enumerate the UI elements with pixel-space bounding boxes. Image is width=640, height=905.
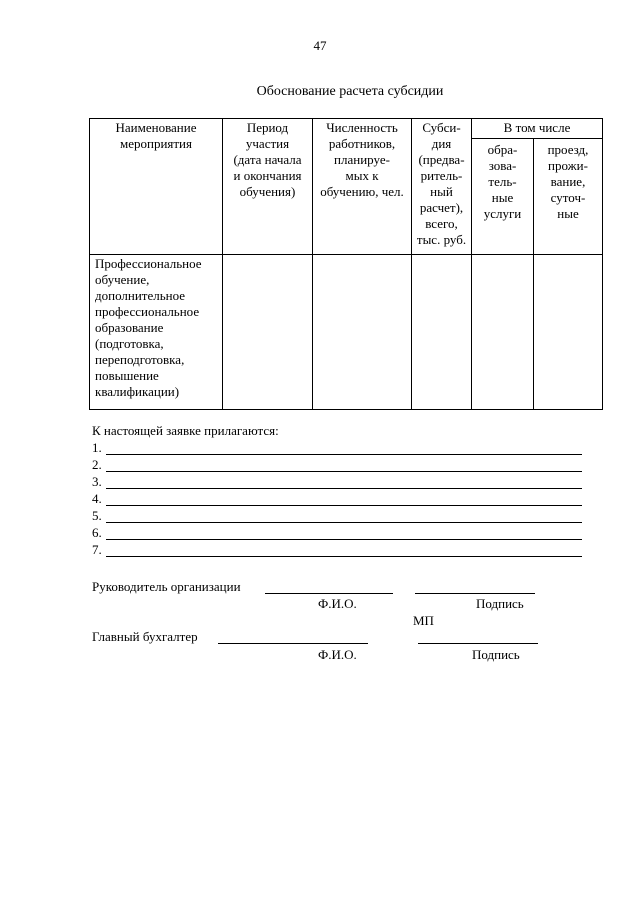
cell-travel-accommodation[interactable] <box>534 255 603 410</box>
accountant-signature-caption: Подпись <box>472 647 520 662</box>
cell-line: дополнительное <box>95 288 186 303</box>
cell-subsidy[interactable] <box>412 255 472 410</box>
cell-line: Профессиональное <box>95 256 202 271</box>
accountant-fio-line[interactable] <box>218 643 368 644</box>
subsidy-table <box>89 118 603 410</box>
cell-line: планируе- <box>334 152 390 167</box>
cell-line: зова- <box>488 158 517 173</box>
list-item[interactable] <box>92 542 582 558</box>
table-header-row <box>90 119 603 139</box>
cell-line: проезд, <box>547 142 589 157</box>
cell-line: ные <box>491 190 514 205</box>
cell-line: суточ- <box>550 190 586 205</box>
cell-line: обучению, чел. <box>320 184 404 199</box>
list-item-number: 1. <box>92 440 102 455</box>
cell-line: услуги <box>483 206 522 221</box>
cell-headcount[interactable] <box>313 255 412 410</box>
cell-line: ный <box>430 184 453 199</box>
header-subsidy <box>412 119 472 255</box>
list-item-number: 5. <box>92 508 102 523</box>
cell-line: Период <box>246 120 289 135</box>
cell-line: дия <box>431 136 452 151</box>
table-row <box>90 255 603 410</box>
cell-line: Численность <box>326 120 398 135</box>
list-item-number: 7. <box>92 542 102 557</box>
cell-line: профессиональное <box>95 304 200 319</box>
cell-line: (предва- <box>418 152 465 167</box>
list-item[interactable] <box>92 474 582 490</box>
cell-line: ритель- <box>420 168 463 183</box>
header-educational-services <box>472 139 534 255</box>
head-signature-line[interactable] <box>415 593 535 594</box>
head-label: Руководитель организации <box>92 579 241 594</box>
cell-line: прожи- <box>548 158 588 173</box>
header-travel-accommodation <box>534 139 603 255</box>
cell-line: обучения) <box>239 184 296 199</box>
cell-line: участия <box>245 136 290 151</box>
list-item-blank-line[interactable] <box>106 488 582 489</box>
cell-line: и окончания <box>233 168 302 183</box>
head-signature-caption: Подпись <box>476 596 524 611</box>
list-item-number: 3. <box>92 474 102 489</box>
list-item-blank-line[interactable] <box>106 556 582 557</box>
list-item-number: 6. <box>92 525 102 540</box>
attachments-title: К настоящей заявке прилагаются: <box>92 423 279 438</box>
list-item-number: 2. <box>92 457 102 472</box>
cell-line: тыс. руб. <box>416 232 467 247</box>
header-headcount <box>313 119 412 255</box>
accountant-fio-caption: Ф.И.О. <box>318 647 357 662</box>
head-fio-line[interactable] <box>265 593 393 594</box>
list-item-blank-line[interactable] <box>106 505 582 506</box>
cell-line: Субси- <box>422 120 461 135</box>
list-item[interactable] <box>92 525 582 541</box>
cell-event-name <box>90 255 223 410</box>
list-item-blank-line[interactable] <box>106 454 582 455</box>
list-item[interactable] <box>92 440 582 456</box>
head-fio-caption: Ф.И.О. <box>318 596 357 611</box>
cell-line: тель- <box>488 174 517 189</box>
cell-line: (подготовка, <box>95 336 164 351</box>
cell-line: расчет), <box>419 200 464 215</box>
cell-line: образование <box>95 320 164 335</box>
header-period <box>223 119 313 255</box>
list-item-blank-line[interactable] <box>106 539 582 540</box>
cell-line: вание, <box>550 174 586 189</box>
cell-line: мых к <box>345 168 379 183</box>
header-event-name: Наименование мероприятия <box>90 119 223 255</box>
cell-line: обра- <box>487 142 518 157</box>
list-item[interactable] <box>92 457 582 473</box>
list-item[interactable] <box>92 508 582 524</box>
list-item-blank-line[interactable] <box>106 522 582 523</box>
cell-line: переподготовка, <box>95 352 185 367</box>
accountant-signature-line[interactable] <box>418 643 538 644</box>
list-item[interactable] <box>92 491 582 507</box>
stamp-label: МП <box>413 613 434 628</box>
list-item-blank-line[interactable] <box>106 471 582 472</box>
cell-line: обучение, <box>95 272 150 287</box>
header-including: В том числе <box>472 119 603 139</box>
list-item-number: 4. <box>92 491 102 506</box>
cell-line: всего, <box>425 216 458 231</box>
cell-line: ные <box>557 206 579 221</box>
document-title: Обоснование расчета субсидии <box>256 84 444 99</box>
cell-line: (дата начала <box>233 152 302 167</box>
cell-line: работников, <box>328 136 396 151</box>
cell-educational-services[interactable] <box>472 255 534 410</box>
cell-period[interactable] <box>223 255 313 410</box>
cell-line: квалификации) <box>95 384 180 399</box>
cell-line: повышение <box>95 368 159 383</box>
page-number: 47 <box>313 38 327 53</box>
accountant-label: Главный бухгалтер <box>92 629 198 644</box>
